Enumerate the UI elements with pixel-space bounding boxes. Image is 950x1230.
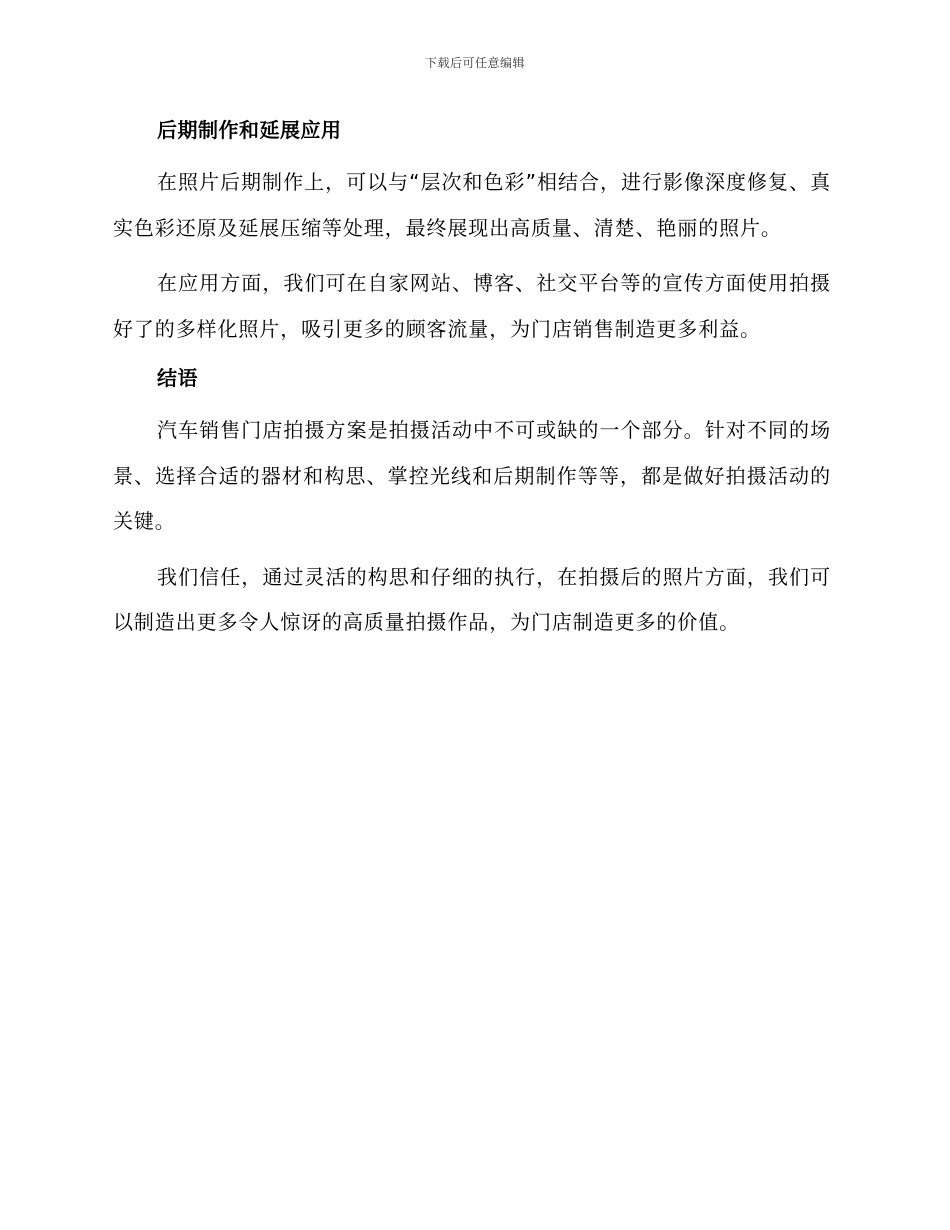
document-body	[113, 112, 831, 646]
paragraph-application: 在应用方面，我们可在自家网站、博客、社交平台等的宣传方面使用拍摄好了的多样化照片，吸引更多的顾客流量，为门店销售制造更多利益。	[113, 271, 831, 341]
section-heading-conclusion: 结语	[157, 366, 198, 390]
paragraph-post-production: 在照片后期制作上，可以与“层次和色彩”相结合，进行影像深度修复、真实色彩还原及延展压缩等处理，最终展现出高质量、清楚、艳丽的照片。	[113, 170, 831, 240]
section-heading-post-production: 后期制作和延展应用	[157, 118, 342, 142]
paragraph-conclusion-summary: 汽车销售门店拍摄方案是拍摄活动中不可或缺的一个部分。针对不同的场景、选择合适的器材和构思、掌控光线和后期制作等等，都是做好拍摄活动的关键。	[113, 418, 831, 533]
paragraph-conclusion-closing: 我们信任，通过灵活的构思和仔细的执行，在拍摄后的照片方面，我们可以制造出更多令人惊讶的高质量拍摄作品，为门店制造更多的价值。	[113, 564, 831, 634]
header-note: 下载后可任意编辑	[424, 56, 525, 70]
